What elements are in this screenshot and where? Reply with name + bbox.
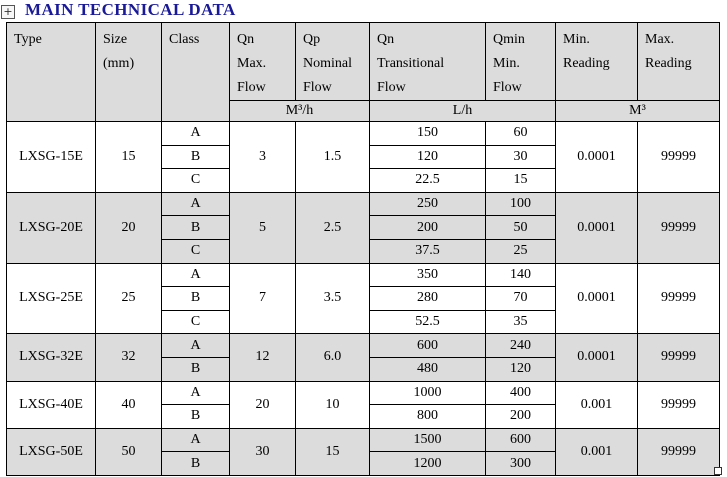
page-title: MAIN TECHNICAL DATA	[25, 0, 236, 19]
cell-qp-nominal-flow: 2.5	[296, 192, 370, 263]
cell-qn-max-flow: 5	[230, 192, 296, 263]
col-header-size-label: Size	[103, 32, 128, 47]
col-header-max-reading	[638, 23, 720, 101]
cell-type: LXSG-40E	[7, 381, 96, 428]
cell-min-flow: 35	[486, 310, 556, 334]
cell-transitional-flow: 120	[370, 145, 486, 169]
cell-transitional-flow: 800	[370, 405, 486, 429]
cell-class: C	[162, 239, 230, 263]
cell-transitional-flow: 600	[370, 334, 486, 358]
qt-line2: Transitional	[377, 56, 445, 71]
cell-transitional-flow: 1500	[370, 428, 486, 452]
cell-size: 50	[96, 428, 162, 475]
qn-line1: Qn	[237, 32, 255, 47]
cell-min-reading: 0.001	[556, 428, 638, 475]
table-row	[7, 192, 720, 216]
cell-min-flow: 400	[486, 381, 556, 405]
cell-class: B	[162, 145, 230, 169]
cell-size: 15	[96, 122, 162, 193]
cell-class: B	[162, 405, 230, 429]
cell-class: A	[162, 192, 230, 216]
table-row	[7, 334, 720, 358]
col-header-qmin-min-flow	[486, 23, 556, 101]
col-header-type	[7, 23, 96, 122]
cell-min-reading: 0.0001	[556, 334, 638, 381]
cell-class: A	[162, 381, 230, 405]
cell-class: C	[162, 310, 230, 334]
table-row	[7, 381, 720, 405]
cell-min-flow: 600	[486, 428, 556, 452]
qt-line1: Qn	[377, 32, 395, 47]
cell-type: LXSG-32E	[7, 334, 96, 381]
unit-m3: M³	[556, 101, 720, 122]
cell-qp-nominal-flow: 10	[296, 381, 370, 428]
cell-transitional-flow: 22.5	[370, 169, 486, 193]
cell-class: B	[162, 357, 230, 381]
cell-qn-max-flow: 20	[230, 381, 296, 428]
cell-qp-nominal-flow: 6.0	[296, 334, 370, 381]
col-header-size-unit: (mm)	[103, 56, 135, 71]
header-row	[7, 23, 720, 101]
cell-transitional-flow: 280	[370, 287, 486, 311]
table-move-handle-icon[interactable]: +	[1, 5, 15, 19]
cell-min-flow: 15	[486, 169, 556, 193]
qp-line2: Nominal	[303, 56, 352, 71]
table-row	[7, 263, 720, 287]
qmin-line3: Flow	[493, 80, 522, 95]
cell-size: 20	[96, 192, 162, 263]
cell-max-reading: 99999	[638, 263, 720, 334]
cell-min-flow: 25	[486, 239, 556, 263]
col-header-min-reading	[556, 23, 638, 101]
cell-size: 25	[96, 263, 162, 334]
cell-max-reading: 99999	[638, 334, 720, 381]
cell-qp-nominal-flow: 1.5	[296, 122, 370, 193]
cell-min-flow: 200	[486, 405, 556, 429]
col-header-class-label: Class	[169, 32, 200, 47]
cell-min-flow: 240	[486, 334, 556, 358]
col-header-qn-max-flow	[230, 23, 296, 101]
cell-max-reading: 99999	[638, 192, 720, 263]
cell-transitional-flow: 200	[370, 216, 486, 240]
qn-line2: Max.	[237, 56, 267, 71]
cell-min-reading: 0.0001	[556, 192, 638, 263]
cell-class: B	[162, 216, 230, 240]
minr-line1: Min.	[563, 32, 590, 47]
cell-qn-max-flow: 7	[230, 263, 296, 334]
cell-transitional-flow: 52.5	[370, 310, 486, 334]
qt-line3: Flow	[377, 80, 406, 95]
unit-m3-per-h: M³/h	[230, 101, 370, 122]
cell-type: LXSG-15E	[7, 122, 96, 193]
cell-size: 32	[96, 334, 162, 381]
maxr-line1: Max.	[645, 32, 675, 47]
cell-transitional-flow: 350	[370, 263, 486, 287]
cell-class: A	[162, 334, 230, 358]
cell-type: LXSG-50E	[7, 428, 96, 475]
unit-l-per-h: L/h	[370, 101, 556, 122]
cell-max-reading: 99999	[638, 381, 720, 428]
cell-qn-max-flow: 3	[230, 122, 296, 193]
col-header-qp-nominal-flow	[296, 23, 370, 101]
table-row	[7, 122, 720, 146]
cell-qp-nominal-flow: 15	[296, 428, 370, 475]
cell-class: A	[162, 263, 230, 287]
cell-min-reading: 0.0001	[556, 122, 638, 193]
cell-type: LXSG-25E	[7, 263, 96, 334]
cell-qn-max-flow: 12	[230, 334, 296, 381]
table-row	[7, 428, 720, 452]
maxr-line2: Reading	[645, 56, 692, 71]
cell-class: B	[162, 452, 230, 476]
cell-class: B	[162, 287, 230, 311]
minr-line2: Reading	[563, 56, 610, 71]
cell-type: LXSG-20E	[7, 192, 96, 263]
cell-min-flow: 140	[486, 263, 556, 287]
cell-class: C	[162, 169, 230, 193]
cell-class: A	[162, 428, 230, 452]
cell-transitional-flow: 1200	[370, 452, 486, 476]
col-header-size	[96, 23, 162, 122]
table-resize-handle-icon[interactable]	[714, 467, 722, 475]
cell-min-reading: 0.0001	[556, 263, 638, 334]
cell-min-flow: 100	[486, 192, 556, 216]
qmin-line1: Qmin	[493, 32, 525, 47]
qp-line1: Qp	[303, 32, 321, 47]
qmin-line2: Min.	[493, 56, 520, 71]
technical-data-table	[6, 22, 720, 476]
cell-qn-max-flow: 30	[230, 428, 296, 475]
cell-max-reading: 99999	[638, 428, 720, 475]
cell-min-flow: 60	[486, 122, 556, 146]
cell-min-flow: 70	[486, 287, 556, 311]
cell-min-flow: 300	[486, 452, 556, 476]
cell-size: 40	[96, 381, 162, 428]
cell-min-flow: 50	[486, 216, 556, 240]
qn-line3: Flow	[237, 80, 266, 95]
cell-transitional-flow: 1000	[370, 381, 486, 405]
cell-transitional-flow: 480	[370, 357, 486, 381]
cell-min-reading: 0.001	[556, 381, 638, 428]
cell-min-flow: 120	[486, 357, 556, 381]
col-header-qn-transitional-flow	[370, 23, 486, 101]
col-header-type-label: Type	[14, 32, 42, 47]
cell-max-reading: 99999	[638, 122, 720, 193]
cell-transitional-flow: 37.5	[370, 239, 486, 263]
cell-transitional-flow: 150	[370, 122, 486, 146]
cell-min-flow: 30	[486, 145, 556, 169]
cell-qp-nominal-flow: 3.5	[296, 263, 370, 334]
cell-class: A	[162, 122, 230, 146]
qp-line3: Flow	[303, 80, 332, 95]
col-header-class	[162, 23, 230, 122]
cell-transitional-flow: 250	[370, 192, 486, 216]
